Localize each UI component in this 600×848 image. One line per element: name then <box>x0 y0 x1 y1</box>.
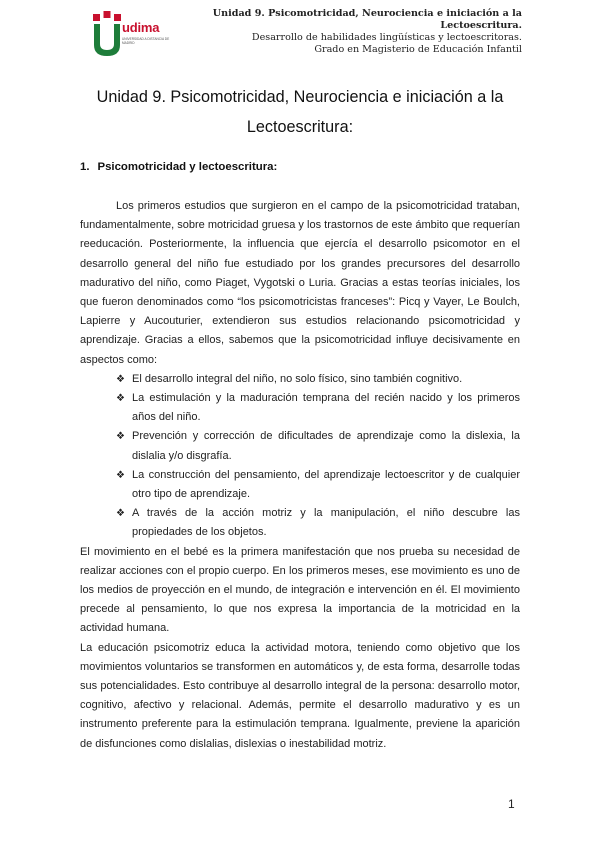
udima-emblem-icon <box>92 10 122 58</box>
list-item <box>80 389 520 427</box>
header-unit-line-2: Lectoescritura. <box>440 20 522 31</box>
logo-subtitle: UNIVERSIDAD A DISTANCIA DE MADRID <box>122 37 170 45</box>
bullet-diamond-icon: ❖ <box>116 508 125 520</box>
list-item-text: La construcción del pensamiento, del aprendizaje lectoescritor y de cualquier otro tipo de aprendizaje. <box>132 468 520 501</box>
section-title: Psicomotricidad y lectoescritura: <box>97 161 278 173</box>
list-item <box>80 427 520 465</box>
list-item <box>80 370 520 389</box>
page-title <box>80 82 520 142</box>
logo-wordmark: udima <box>122 20 160 35</box>
header-subject: Desarrollo de habilidades lingüísticas y lectoescritoras. <box>251 32 522 43</box>
bullet-diamond-icon: ❖ <box>116 393 125 405</box>
body-text <box>80 197 520 754</box>
list-item <box>80 504 520 542</box>
list-item <box>80 466 520 504</box>
list-item-text: El desarrollo integral del niño, no solo físico, sino también cognitivo. <box>132 372 463 385</box>
list-item-text: La estimulación y la maduración temprana del recién nacido y los primeros años del niño. <box>132 392 520 424</box>
bullet-list <box>80 370 520 543</box>
section-number: 1. <box>80 161 90 173</box>
list-item-text: A través de la acción motriz y la manipulación, el niño descubre las propiedades de los objetos. <box>132 507 520 539</box>
bullet-diamond-icon: ❖ <box>116 373 125 385</box>
header-degree: Grado en Magisterio de Educación Infantil <box>314 44 522 55</box>
header-unit-line: Unidad 9. Psicomotricidad, Neurociencia e iniciación a la <box>212 8 522 19</box>
page-title-line-2: Lectoescritura: <box>246 118 354 136</box>
page-title-line-1: Unidad 9. Psicomotricidad, Neurociencia e iniciación a la <box>96 88 504 106</box>
bullet-diamond-icon: ❖ <box>116 469 125 481</box>
paragraph-psychomotor-education: La educación psicomotriz educa la actividad motora, teniendo como objetivo que los movimientos voluntarios se transformen en automáticos y, de esta forma, desarrolle todas sus potencialidades. Esto contribuye al desarrollo integral de la persona: desarrollo motor, cognitivo, afectivo y relacional. Además, permite el desarrollo madurativo y es un instrumento preferente para la estimulación temprana. Igualmente, previene la aparición de disfunciones como dislalias, dislexias o inestabilidad motriz. <box>80 641 520 750</box>
running-header <box>182 8 522 56</box>
section-heading <box>80 161 277 173</box>
paragraph-movement: El movimiento en el bebé es la primera manifestación que nos prueba su necesidad de realizar acciones con el propio cuerpo. En los primeros meses, ese movimiento es uno de los medios de proyección en el mundo, de integración e intervención en él. El movimiento precede al pensamiento, lo que nos expresa la importancia de la motricidad en la actividad humana. <box>80 545 520 635</box>
list-item-text: Prevención y corrección de dificultades de aprendizaje como la dislexia, la dislalia y/o disgrafía. <box>132 430 520 462</box>
udima-logo <box>92 10 174 58</box>
page-number: 1 <box>508 797 515 811</box>
intro-paragraph: Los primeros estudios que surgieron en el campo de la psicomotricidad trataban, fundamentalmente, sobre motricidad gruesa y los trastornos de este ámbito que requerían reeducación. Posteriormente, la influencia que ejercía el desarrollo psicomotor en el desarrollo general del niño fue estudiado por los grandes precursores del desarrollo madurativo del niño, como Piaget, Vygotski o Luria. Gracias a estas teorías iniciales, los que fueron denominados como “los psicomotricistas franceses”: Picq y Vayer, Le Boulch, Lapierre y Aucouturier, extendieron sus estudios relacionando psicomotricidad y aprendizaje. Gracias a ellos, sabemos que la psicomotricidad influye decisivamente en aspectos como: <box>80 200 520 366</box>
bullet-diamond-icon: ❖ <box>116 431 125 443</box>
